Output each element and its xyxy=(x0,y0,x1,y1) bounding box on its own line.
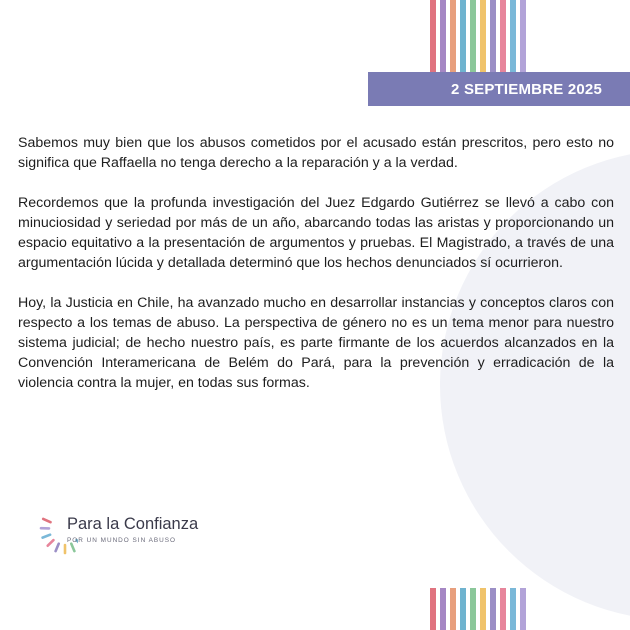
color-stripe xyxy=(470,0,476,72)
bottom-color-stripes xyxy=(430,588,526,630)
color-stripe xyxy=(490,0,496,72)
logo-tagline: POR UN MUNDO SIN ABUSO xyxy=(67,537,176,544)
color-stripe xyxy=(480,588,486,630)
logo-name: Para la Confianza xyxy=(67,515,199,533)
color-stripe xyxy=(450,0,456,72)
paragraph-2: Recordemos que la profunda investigación del Juez Edgardo Gutiérrez se llevó a cabo con minuciosidad y seriedad por más de un año, abarcando todas las aristas y proporcionando un espacio equitativo a la presentación de argumentos y pruebas. El Magistrado, a través de una argumentación lúcida y detallada determinó que los hechos denunciados sí ocurrieron. xyxy=(18,195,614,271)
color-stripe xyxy=(440,588,446,630)
color-stripe xyxy=(430,0,436,72)
color-stripe xyxy=(450,588,456,630)
color-stripe xyxy=(500,588,506,630)
logo-ray xyxy=(56,544,59,551)
color-stripe xyxy=(480,0,486,72)
color-stripe xyxy=(520,0,526,72)
color-stripe xyxy=(470,588,476,630)
color-stripe xyxy=(430,588,436,630)
organization-logo xyxy=(38,484,238,574)
date-text: 2 SEPTIEMBRE 2025 xyxy=(451,80,602,98)
logo-ray xyxy=(48,540,54,546)
color-stripe xyxy=(520,588,526,630)
color-stripe xyxy=(490,588,496,630)
color-stripe xyxy=(460,0,466,72)
color-stripe xyxy=(510,0,516,72)
statement-body xyxy=(18,133,614,413)
logo-ray xyxy=(43,519,50,522)
logo-ray xyxy=(43,535,51,538)
paragraph-1: Sabemos muy bien que los abusos cometidos por el acusado están prescritos, pero esto no significa que Raffaella no tenga derecho a la reparación y a la verdad. xyxy=(18,135,614,171)
paragraph-3: Hoy, la Justicia en Chile, ha avanzado mucho en desarrollar instancias y conceptos claros con respecto a los temas de abuso. La perspectiva de género no es un tema menor para nuestro sistema judicial; de hecho nuestro país, es parte firmante de los acuerdos alcanzados en la Convención Interamericana de Belém do Pará, para la prevención y erradicación de la violencia contra la mujer, en todas sus formas. xyxy=(18,295,614,391)
color-stripe xyxy=(500,0,506,72)
date-banner xyxy=(368,72,630,106)
color-stripe xyxy=(440,0,446,72)
logo-ray xyxy=(71,544,74,551)
color-stripe xyxy=(460,588,466,630)
top-color-stripes xyxy=(430,0,526,72)
color-stripe xyxy=(510,588,516,630)
